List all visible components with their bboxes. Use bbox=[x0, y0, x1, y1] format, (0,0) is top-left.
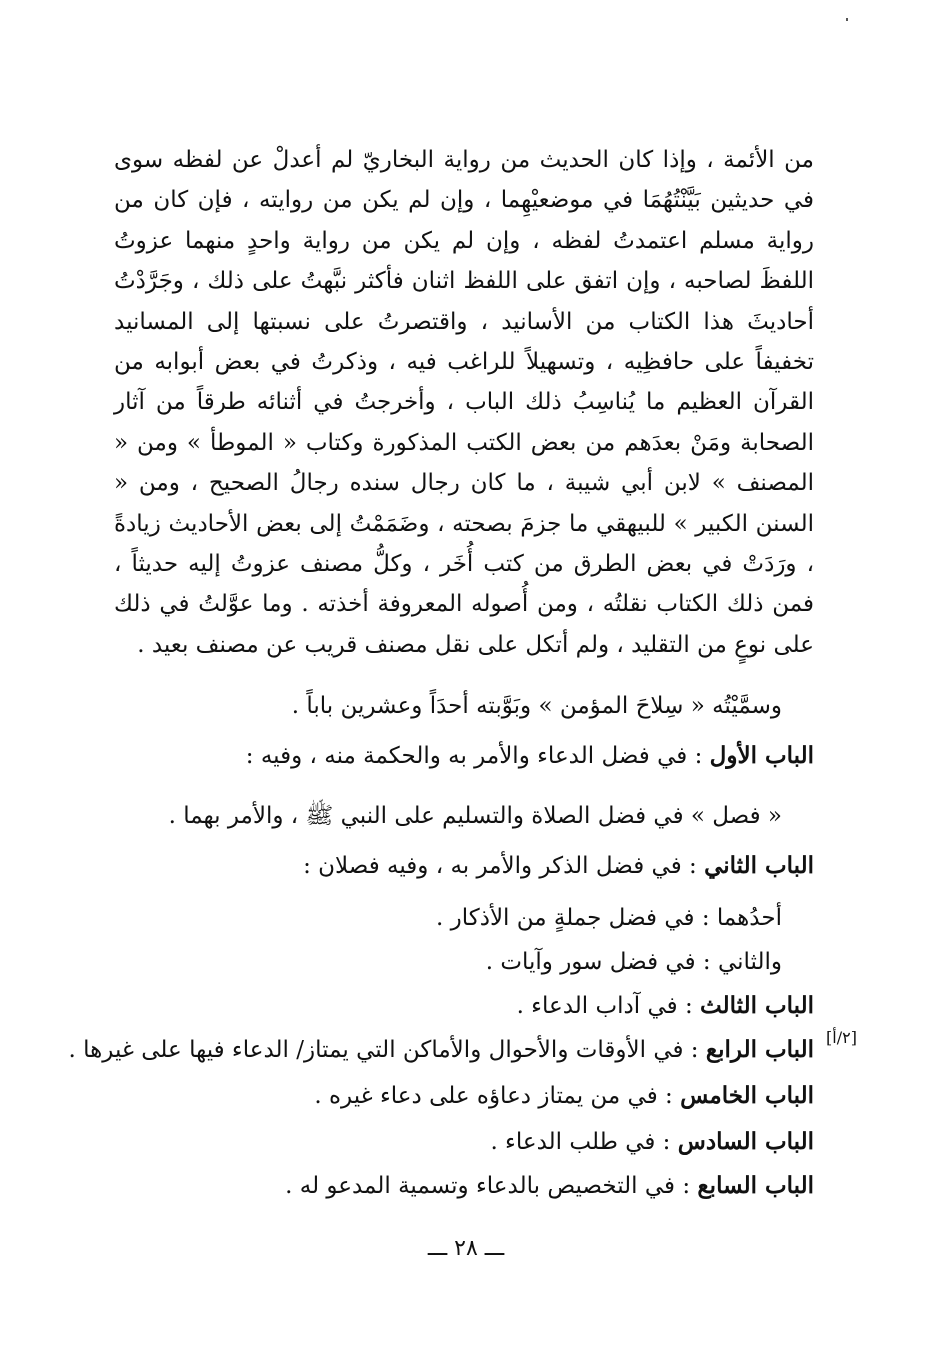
page-number: ـــ ٢٨ ـــ bbox=[427, 1236, 505, 1261]
chapter-5-label: الباب الخامس bbox=[680, 1082, 814, 1109]
chapter-1-text: : في فضل الدعاء والأمر به والحكمة منه ، وفيه : bbox=[245, 743, 710, 769]
section-prayer: « فصل » في فضل الصلاة والتسليم على النبي ﷺ ، والأمر بهما . bbox=[168, 803, 782, 829]
chapter-6-text: : في طلب الدعاء . bbox=[490, 1129, 678, 1155]
manuscript-folio-note: [٢/أ] bbox=[826, 1028, 857, 1047]
chapter-7-label: الباب السابع bbox=[697, 1172, 814, 1199]
naming-line: وسمَّيْتُه « سِلاحَ المؤمن » وبَوَّبته أحدَاً وعشرين باباً . bbox=[291, 693, 782, 719]
chapter-2 bbox=[303, 846, 814, 886]
chapter-1 bbox=[246, 736, 814, 776]
chapter-2-text: : في فضل الذكر والأمر به ، وفيه فصلان : bbox=[303, 853, 705, 879]
chapter-3-label: الباب الثالث bbox=[700, 992, 814, 1019]
chapter-2-label: الباب الثاني bbox=[704, 852, 814, 879]
chapter-3-text: : في آداب الدعاء . bbox=[516, 993, 701, 1019]
section-2-second: والثاني : في فضل سور وآيات . bbox=[485, 949, 782, 975]
chapter-6-label: الباب السادس bbox=[677, 1128, 814, 1155]
section-2-first: أحدُهما : في فضل جملةٍ من الأذكار . bbox=[436, 905, 782, 931]
intro-paragraph: من الأئمة ، وإذا كان الحديث من رواية البخاريّ لم أعدلْ عن لفظه سوى في حديثين بَيَّنْتُهُمَا في موضعيْهِما ، وإن لم يكن من روايته ، فإن كان من رواية مسلم اعتمدتُ لفظه ، وإن لم يكن من رواية واحدٍ منهما عزوتُ اللفظَ لصاحبه ، وإن اتفق على اللفظ اثنان فأكثر نبَّهتُ على ذلك ، وجَرَّدْتُ أحاديثَ هذا الكتاب من الأسانيد ، واقتصرتُ على نسبتها إلى المسانيد تخفيفاً على حافظِيه ، وتسهيلاً للراغب فيه ، وذكرتُ في بعض أبوابه من القرآن العظيم ما يُناسِبُ ذلك الباب ، وأخرجتُ في أثنائه طرقاً من آثار الصحابة ومَنْ بعدَهم من بعض الكتب المذكورة وكتاب « الموطأ » ومن « المصنف » لابن أبي شيبة ، ما كان رجال سنده رجالُ الصحيح ، ومن « السنن الكبير » للبيهقي ما جزمَ بصحته ، وضَمَمْتُ إلى بعض الأحاديث زيادةً ، ورَدَتْ في بعض الطرق من كتب أُخَر ، وكلُّ مصنف عزوتُ إليه حديثاً ، فمن ذلك الكتاب نقلتُه ، ومن أُصوله المعروفة أخذته . وما عوَّلتُ في ذلك على نوعٍ من التقليد ، ولم أتكل على نقل مصنف قريب عن مصنف بعيد . bbox=[114, 147, 814, 658]
chapter-3 bbox=[517, 986, 814, 1026]
chapter-5-text: : في من يمتاز دعاؤه على دعاء غيره . bbox=[314, 1083, 681, 1109]
page-speck bbox=[846, 18, 848, 21]
chapter-4 bbox=[69, 1030, 814, 1070]
chapter-7-text: : في التخصيص بالدعاء وتسمية المدعو له . bbox=[285, 1173, 698, 1199]
chapter-4-text: : في الأوقات والأحوال والأماكن التي يمتاز/ الدعاء فيها على غيرها . bbox=[68, 1037, 706, 1063]
chapter-7 bbox=[285, 1166, 814, 1206]
chapter-4-label: الباب الرابع bbox=[705, 1036, 814, 1063]
chapter-5 bbox=[314, 1076, 814, 1116]
chapter-1-label: الباب الأول bbox=[709, 742, 814, 769]
chapter-6 bbox=[490, 1122, 814, 1162]
